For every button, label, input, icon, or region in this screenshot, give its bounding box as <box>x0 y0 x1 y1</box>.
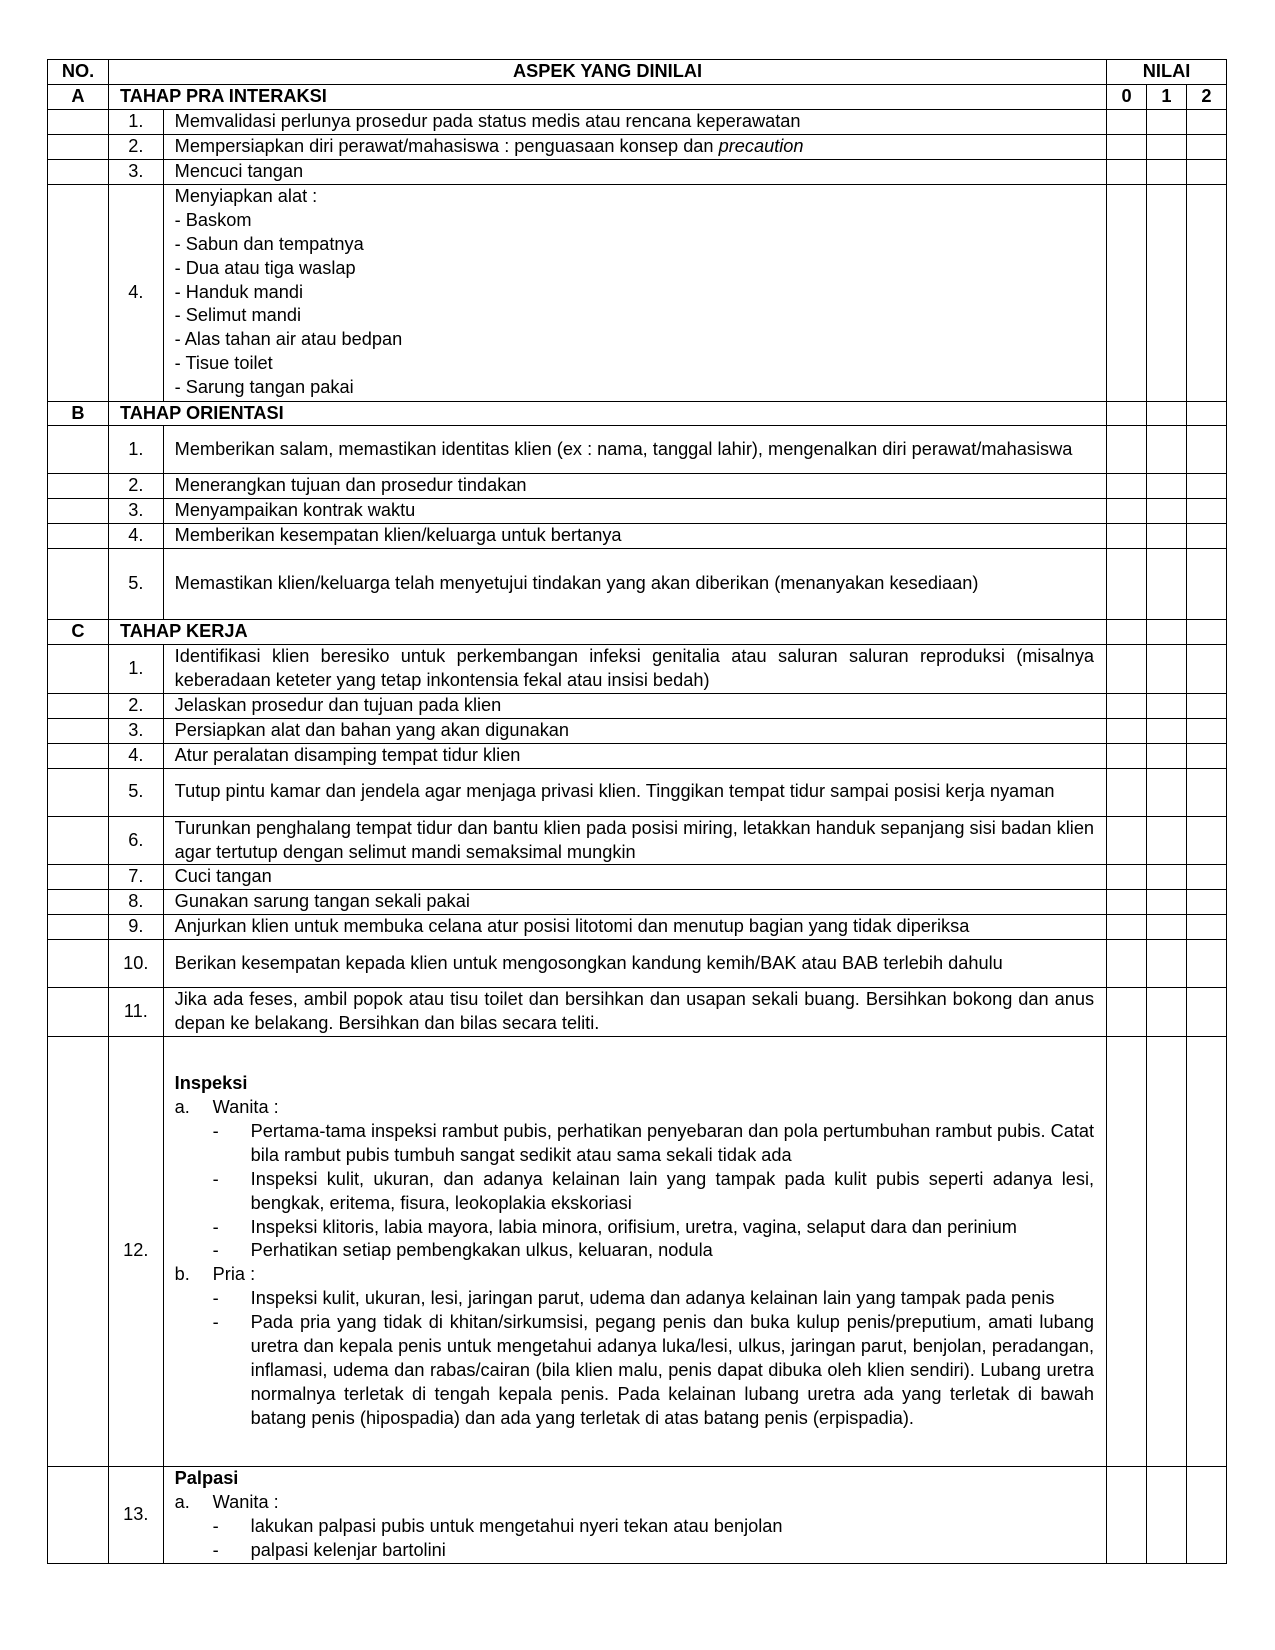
score-cell-0[interactable] <box>1107 988 1147 1037</box>
score-cell-1[interactable] <box>1147 988 1187 1037</box>
tool-list-item: - Tisue toilet <box>174 353 273 374</box>
item-text <box>163 134 1106 159</box>
sublist-title: Pria : <box>212 1264 256 1285</box>
header-row <box>48 60 1227 85</box>
section-title: TAHAP ORIENTASI <box>108 401 1106 426</box>
score-cell-1[interactable] <box>1147 645 1187 694</box>
score-cell-2 <box>1186 401 1226 426</box>
score-cell-2[interactable] <box>1186 988 1226 1037</box>
dash-bullet: - <box>212 1168 219 1189</box>
dash-item <box>175 1539 1094 1563</box>
item-text: Memastikan klien/keluarga telah menyetujui tindakan yang akan diberikan (menanyakan kesediaan) <box>163 549 1106 620</box>
item-text: Menyampaikan kontrak waktu <box>163 499 1106 524</box>
empty-cell <box>48 1036 109 1466</box>
empty-cell <box>48 549 109 620</box>
item-text: Berikan kesempatan kepada klien untuk mengosongkan kandung kemih/BAK atau BAB terlebih dahulu <box>163 940 1106 988</box>
header-nilai: NILAI <box>1107 60 1227 85</box>
item-text: Gunakan sarung tangan sekali pakai <box>163 890 1106 915</box>
sublist-label <box>175 1263 1094 1287</box>
tool-list-item: - Handuk mandi <box>174 281 304 302</box>
score-cell-0[interactable] <box>1107 865 1147 890</box>
dash-item <box>175 1515 1094 1539</box>
empty-cell <box>48 645 109 694</box>
section-label: A <box>48 84 109 109</box>
score-cell-1[interactable] <box>1147 865 1187 890</box>
score-cell-1[interactable] <box>1147 915 1187 940</box>
dash-text: Perhatikan setiap pembengkakan ulkus, keluaran, nodula <box>250 1240 713 1261</box>
score-cell-0[interactable] <box>1107 524 1147 549</box>
score-cell-0[interactable] <box>1107 109 1147 134</box>
item-text: Anjurkan klien untuk membuka celana atur posisi litotomi dan menutup bagian yang tidak diperiksa <box>163 915 1106 940</box>
item-number: 4. <box>108 184 163 401</box>
item-number: 8. <box>108 890 163 915</box>
score-cell-2[interactable] <box>1186 159 1226 184</box>
tool-list-item: - Alas tahan air atau bedpan <box>174 329 403 350</box>
empty-cell <box>48 693 109 718</box>
score-cell-0[interactable] <box>1107 474 1147 499</box>
score-cell-2 <box>1186 620 1226 645</box>
item-text: Memvalidasi perlunya prosedur pada status medis atau rencana keperawatan <box>163 109 1106 134</box>
empty-cell <box>48 524 109 549</box>
empty-cell <box>48 915 109 940</box>
score-cell-1[interactable] <box>1147 549 1187 620</box>
assessment-sheet <box>47 59 1227 1564</box>
empty-cell <box>48 816 109 865</box>
item-text: Cuci tangan <box>163 865 1106 890</box>
table-row <box>48 184 1227 401</box>
table-row <box>48 718 1227 743</box>
table-row <box>48 499 1227 524</box>
sublist-letter: b. <box>174 1264 190 1285</box>
score-cell-1[interactable] <box>1147 109 1187 134</box>
score-cell-1[interactable] <box>1147 768 1187 816</box>
score-cell-0[interactable] <box>1107 184 1147 401</box>
score-cell-2[interactable] <box>1186 743 1226 768</box>
score-cell-2[interactable] <box>1186 645 1226 694</box>
item-text: Tutup pintu kamar dan jendela agar menjaga privasi klien. Tinggikan tempat tidur sampai posisi kerja nyaman <box>163 768 1106 816</box>
dash-text: palpasi kelenjar bartolini <box>250 1539 446 1560</box>
score-cell-2[interactable] <box>1186 524 1226 549</box>
subsection-heading: Palpasi <box>174 1468 239 1489</box>
item-number: 5. <box>108 768 163 816</box>
score-cell-0 <box>1107 620 1147 645</box>
dash-item <box>175 1311 1094 1431</box>
score-cell-1[interactable] <box>1147 693 1187 718</box>
empty-cell <box>48 184 109 401</box>
dash-item <box>175 1120 1094 1168</box>
table-row <box>48 426 1227 474</box>
table-row <box>48 1466 1227 1563</box>
table-row <box>48 890 1227 915</box>
score-cell-2[interactable] <box>1186 1036 1226 1466</box>
table-row <box>48 743 1227 768</box>
score-cell-0[interactable] <box>1107 915 1147 940</box>
dash-item <box>175 1287 1094 1311</box>
score-cell-1[interactable] <box>1147 816 1187 865</box>
score-cell-0[interactable] <box>1107 816 1147 865</box>
item-number: 2. <box>108 134 163 159</box>
item-number: 7. <box>108 865 163 890</box>
item-text: Jika ada feses, ambil popok atau tisu toilet dan bersihkan dan usapan sekali buang. Bersihkan bokong dan anus depan ke belakang. Bersihkan dan bilas secara teliti. <box>163 988 1106 1037</box>
score-cell-0 <box>1107 401 1147 426</box>
item-text-main: Mempersiapkan diri perawat/mahasiswa : penguasaan konsep dan <box>174 135 719 156</box>
dash-text: Pertama-tama inspeksi rambut pubis, perhatikan penyebaran dan pola pertumbuhan rambut pubis. Catat bila rambut pubis tumbuh sangat sedikit atau sama sekali tidak ada <box>250 1120 1095 1165</box>
score-cell-0[interactable] <box>1107 1466 1147 1563</box>
score-cell-1[interactable] <box>1147 184 1187 401</box>
table-row <box>48 865 1227 890</box>
dash-item <box>175 1168 1094 1216</box>
empty-cell <box>48 865 109 890</box>
score-cell-0[interactable] <box>1107 426 1147 474</box>
assessment-table <box>47 59 1227 1564</box>
empty-cell <box>48 890 109 915</box>
item-number: 6. <box>108 816 163 865</box>
tool-list-item: - Selimut mandi <box>174 305 302 326</box>
score-cell-2[interactable] <box>1186 109 1226 134</box>
dash-bullet: - <box>212 1539 219 1560</box>
item-number: 3. <box>108 718 163 743</box>
score-cell-1[interactable] <box>1147 1466 1187 1563</box>
dash-bullet: - <box>212 1216 219 1237</box>
score-cell-0[interactable] <box>1107 159 1147 184</box>
score-cell-1[interactable] <box>1147 1036 1187 1466</box>
dash-text: Inspeksi kulit, ukuran, lesi, jaringan parut, udema dan adanya kelainan lain yang tampak pada penis <box>250 1288 1055 1309</box>
score-cell-1[interactable] <box>1147 940 1187 988</box>
score-cell-2[interactable] <box>1186 768 1226 816</box>
score-cell-1 <box>1147 620 1187 645</box>
table-row <box>48 549 1227 620</box>
score-cell-2[interactable] <box>1186 549 1226 620</box>
item-number: 2. <box>108 474 163 499</box>
score-cell-0[interactable] <box>1107 134 1147 159</box>
item-number: 12. <box>108 1036 163 1466</box>
empty-cell <box>48 718 109 743</box>
item-number: 11. <box>108 988 163 1037</box>
header-no: NO. <box>48 60 109 85</box>
section-title: TAHAP KERJA <box>108 620 1106 645</box>
item-text <box>163 184 1106 401</box>
empty-cell <box>48 940 109 988</box>
item-number: 10. <box>108 940 163 988</box>
table-row <box>48 474 1227 499</box>
table-row <box>48 1036 1227 1466</box>
table-row <box>48 988 1227 1037</box>
score-cell-1[interactable] <box>1147 890 1187 915</box>
empty-cell <box>48 134 109 159</box>
score-cell-2[interactable] <box>1186 816 1226 865</box>
score-cell-2[interactable] <box>1186 940 1226 988</box>
score-cell-1[interactable] <box>1147 159 1187 184</box>
score-cell-0[interactable] <box>1107 1036 1147 1466</box>
empty-cell <box>48 426 109 474</box>
empty-cell <box>48 988 109 1037</box>
item-number: 1. <box>108 426 163 474</box>
empty-cell <box>48 499 109 524</box>
item-text: Memberikan kesempatan klien/keluarga untuk bertanya <box>163 524 1106 549</box>
sublist-letter: a. <box>174 1097 190 1118</box>
header-aspek: ASPEK YANG DINILAI <box>108 60 1106 85</box>
score-cell-2[interactable] <box>1186 915 1226 940</box>
section-row-b <box>48 401 1227 426</box>
score-cell-0[interactable] <box>1107 693 1147 718</box>
dash-text: lakukan palpasi pubis untuk mengetahui nyeri tekan atau benjolan <box>250 1515 783 1536</box>
item-text: Identifikasi klien beresiko untuk perkembangan infeksi genitalia atau saluran saluran reproduksi (misalnya keberadaan keteter yang tetap inkontensia fekal atau insisi bedah) <box>163 645 1106 694</box>
dash-text: Inspeksi kulit, ukuran, dan adanya kelainan lain yang tampak pada kulit pubis seperti adanya lesi, bengkak, eritema, fisura, leokoplakia ekskoriasi <box>250 1168 1095 1213</box>
score-cell-2[interactable] <box>1186 184 1226 401</box>
item-text: Atur peralatan disamping tempat tidur klien <box>163 743 1106 768</box>
dash-item <box>175 1216 1094 1240</box>
dash-text: Inspeksi klitoris, labia mayora, labia minora, orifisium, uretra, vagina, selaput dara dan perinium <box>250 1216 1017 1237</box>
table-row <box>48 645 1227 694</box>
dash-bullet: - <box>212 1120 219 1141</box>
score-cell-0[interactable] <box>1107 940 1147 988</box>
sublist-title: Wanita : <box>212 1492 279 1513</box>
score-cell-2[interactable] <box>1186 865 1226 890</box>
table-row <box>48 940 1227 988</box>
item-text: Mencuci tangan <box>163 159 1106 184</box>
empty-cell <box>48 768 109 816</box>
table-row <box>48 693 1227 718</box>
score-cell-0[interactable] <box>1107 549 1147 620</box>
score-cell-2[interactable] <box>1186 474 1226 499</box>
item-number: 1. <box>108 109 163 134</box>
score-cell-0[interactable] <box>1107 718 1147 743</box>
score-cell-1[interactable] <box>1147 743 1187 768</box>
empty-cell <box>48 1466 109 1563</box>
tool-list-item: - Dua atau tiga waslap <box>174 257 356 278</box>
table-row <box>48 524 1227 549</box>
item-text-italic: precaution <box>718 135 804 156</box>
score-cell-1[interactable] <box>1147 134 1187 159</box>
item-text: Persiapkan alat dan bahan yang akan digunakan <box>163 718 1106 743</box>
section-label: C <box>48 620 109 645</box>
item-text: Jelaskan prosedur dan tujuan pada klien <box>163 693 1106 718</box>
score-cell-0[interactable] <box>1107 890 1147 915</box>
score-cell-2[interactable] <box>1186 499 1226 524</box>
score-header-2: 2 <box>1186 84 1226 109</box>
dash-bullet: - <box>212 1240 219 1261</box>
table-row <box>48 109 1227 134</box>
score-cell-1[interactable] <box>1147 524 1187 549</box>
score-cell-0[interactable] <box>1107 743 1147 768</box>
score-cell-2[interactable] <box>1186 1466 1226 1563</box>
score-cell-0[interactable] <box>1107 645 1147 694</box>
item-text: Turunkan penghalang tempat tidur dan bantu klien pada posisi miring, letakkan handuk sepanjang sisi badan klien agar tertutup dengan selimut mandi semaksimal mungkin <box>163 816 1106 865</box>
empty-cell <box>48 109 109 134</box>
score-cell-2[interactable] <box>1186 890 1226 915</box>
score-cell-1[interactable] <box>1147 426 1187 474</box>
section-row-a <box>48 84 1227 109</box>
score-cell-1[interactable] <box>1147 718 1187 743</box>
score-header-0: 0 <box>1107 84 1147 109</box>
sublist-label <box>175 1491 1094 1515</box>
score-cell-2[interactable] <box>1186 426 1226 474</box>
item-number: 1. <box>108 645 163 694</box>
subsection-heading: Inspeksi <box>174 1073 248 1094</box>
item-text-line: Menyiapkan alat : <box>174 185 318 206</box>
section-title: TAHAP PRA INTERAKSI <box>108 84 1106 109</box>
score-cell-0[interactable] <box>1107 499 1147 524</box>
table-row <box>48 915 1227 940</box>
sublist-label <box>175 1096 1094 1120</box>
dash-text: Pada pria yang tidak di khitan/sirkumsisi, pegang penis dan buka kulup penis/preputium, amati lubang uretra dan kepala penis untuk mengetahui adanya luka/lesi, ulkus, jaringan parut, benjolan, peradangan, inflamasi, udema dan rabas/cairan (bila klien malu, penis dapat dibuka oleh klien sendiri). Lubang uretra normalnya terletak di tengah kepala penis. Pada kelainan lubang uretra ada yang terletak di bawah batang penis (hipospadia) dan ada yang terletak di atas batang penis (erpispadia). <box>250 1312 1095 1428</box>
score-cell-2[interactable] <box>1186 718 1226 743</box>
score-cell-2[interactable] <box>1186 134 1226 159</box>
score-cell-1[interactable] <box>1147 499 1187 524</box>
item-text: Memberikan salam, memastikan identitas klien (ex : nama, tanggal lahir), mengenalkan diri perawat/mahasiswa <box>163 426 1106 474</box>
empty-cell <box>48 474 109 499</box>
score-header-1: 1 <box>1147 84 1187 109</box>
item-number: 9. <box>108 915 163 940</box>
table-row <box>48 816 1227 865</box>
item-number: 4. <box>108 524 163 549</box>
item-number: 3. <box>108 499 163 524</box>
dash-bullet: - <box>212 1515 219 1536</box>
item-number: 4. <box>108 743 163 768</box>
empty-cell <box>48 743 109 768</box>
tool-list-item: - Sabun dan tempatnya <box>174 233 364 254</box>
sublist-letter: a. <box>174 1492 190 1513</box>
score-cell-2[interactable] <box>1186 693 1226 718</box>
dash-bullet: - <box>212 1288 219 1309</box>
empty-cell <box>48 159 109 184</box>
score-cell-1 <box>1147 401 1187 426</box>
section-label: B <box>48 401 109 426</box>
score-cell-0[interactable] <box>1107 768 1147 816</box>
sublist-title: Wanita : <box>212 1097 279 1118</box>
item-number: 2. <box>108 693 163 718</box>
tool-list-item: - Baskom <box>174 209 252 230</box>
item-text <box>163 1036 1106 1466</box>
item-text: Menerangkan tujuan dan prosedur tindakan <box>163 474 1106 499</box>
dash-item <box>175 1239 1094 1263</box>
item-text <box>163 1466 1106 1563</box>
item-number: 5. <box>108 549 163 620</box>
table-row <box>48 159 1227 184</box>
section-row-c <box>48 620 1227 645</box>
score-cell-1[interactable] <box>1147 474 1187 499</box>
tool-list-item: - Sarung tangan pakai <box>174 377 354 398</box>
table-row <box>48 134 1227 159</box>
table-row <box>48 768 1227 816</box>
item-number: 13. <box>108 1466 163 1563</box>
dash-bullet: - <box>212 1312 219 1333</box>
item-number: 3. <box>108 159 163 184</box>
